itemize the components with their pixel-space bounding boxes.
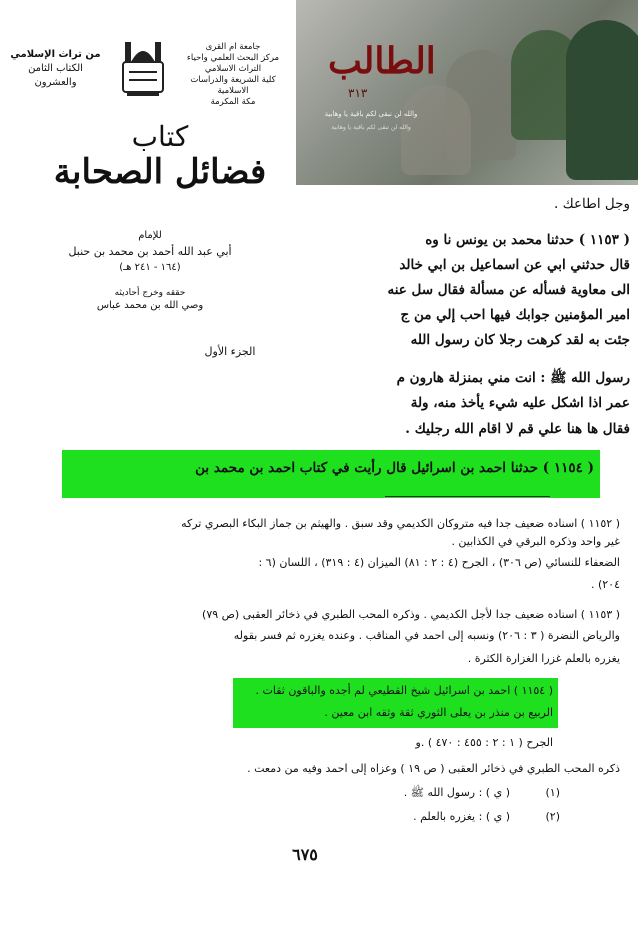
university-line4: مكة المكرمة <box>210 97 256 107</box>
university-block <box>175 42 291 108</box>
footnote-1153-a: ( ١١٥٣ ) اسناده ضعيف جدا لأجل الكديمي . وذكره المحب الطبري في ذخائر العقبى (ص ٧٩) <box>202 608 620 621</box>
footnote-separator <box>385 496 550 497</box>
book-cover <box>0 0 296 470</box>
text-line-6: رسول الله ﷺ : انت مني بمنزلة هارون م <box>396 370 630 386</box>
banner-logo-number: ٣١٣ <box>348 86 368 100</box>
banner-tagline2: والله لن تبقى لكم باقية يا وهابية <box>331 124 411 131</box>
footnote-1154-d: ذكره المحب الطبري في ذخائر العقبى ( ص ١٩ ) وعزاه إلى احمد وفيه من دمعت . <box>247 762 620 775</box>
text-line-7: عمر اذا اشكل عليه شيء يأخذ منه، ولة <box>410 395 630 411</box>
university-line2: مركز البحث العلمي واحياء التراث الاسلامي <box>186 53 280 74</box>
text-line-2: قال حدثني ابي عن اسماعيل بن ابي خالد <box>399 257 630 273</box>
footnote-1154-a: ( ١١٥٤ ) احمد بن اسرائيل شيخ القطيعي لم أجده والباقون ثقات . <box>255 684 553 697</box>
publisher-block <box>8 48 103 90</box>
imam-name: أبي عبد الله أحمد بن محمد بن حنبل <box>68 245 232 258</box>
banner-logo <box>308 18 436 108</box>
variant-1-number: (١) <box>545 786 560 799</box>
footnote-1153-c: يغزره بالعلم غزرا الغزارة الكثرة . <box>467 652 620 665</box>
volume-label: الجزء الأول <box>204 345 256 358</box>
banner-logo-text: الطالب <box>328 40 436 82</box>
footnote-1154-c: الجرح ( ١ : ٢ : ٤٥٥ : ٤٧٠ ) .و <box>415 736 553 749</box>
imam-dates: (١٦٤ - ٢٤١ هـ) <box>119 262 181 273</box>
banner-tagline: والله لن نبقى لكم باقية يا وهابية <box>324 110 418 118</box>
cover-title: فضائل الصحابة <box>53 152 267 192</box>
tahqiq-label: حققه وخرج أحاديثه <box>114 288 186 298</box>
text-line-0: وجل اطاعك . <box>553 196 630 212</box>
cover-kitab: كتاب <box>131 120 189 153</box>
text-line-1: ( ١١٥٣ ) حدثنا محمد بن يونس نا وه <box>425 232 630 248</box>
publisher-line2: الكتاب الثامن والعشرون <box>28 63 83 88</box>
imam-label: للإمام <box>138 230 162 241</box>
highlight-line-1154: ( ١١٥٤ ) حدثنا احمد بن اسرائيل قال رأيت في كتاب احمد بن محمد بن <box>195 460 594 476</box>
footnote-1153-b: والرياض النضرة ( ٣ : ٢٠٦) ونسبه إلى احمد في المناقب . وعنده يغزره ثم فسر بقوله <box>233 629 620 642</box>
publisher-line1: من تراث الإسلامي <box>10 49 101 60</box>
text-line-3: الى معاوية فسأله عن مسألة فقال سل عنه <box>387 282 630 298</box>
page-number: ٦٧٥ <box>292 845 318 864</box>
footnote-1152-b: غير واحد وذكره البرقي في الكذابين . <box>451 535 620 548</box>
text-line-4: امير المؤمنين جوابك فيها احب إلي من ج <box>400 307 630 323</box>
tahqiq-name: وصي الله بن محمد عباس <box>96 300 204 311</box>
text-line-8: فقال ها هنا علي قم لا اقام الله رجليك . <box>405 421 630 437</box>
banner-image <box>296 0 638 185</box>
footnote-1152-c: الضعفاء للنسائي (ص ٣٠٦) ، الجرح (٤ : ٢ : ٨١) الميزان (٤ : ٣١٩) ، اللسان (٦ : <box>258 556 620 569</box>
variant-2-text: ( ي ) : يغزره بالعلم . <box>413 810 510 823</box>
variant-1-text: ( ي ) : رسول الله ﷺ . <box>403 786 510 799</box>
university-line1: جامعة ام القرى <box>205 42 261 52</box>
text-line-5: جئت به لقد كرهت رجلا كان رسول الله <box>410 332 630 348</box>
university-line3: كلية الشريعة والدراسات الاسلامية <box>190 75 276 96</box>
university-seal-icon <box>117 36 169 100</box>
footnote-1154-b: الربيع بن منذر بن يعلى الثوري ثقة وثقه ابن معين . <box>324 706 553 719</box>
banner-figure <box>566 20 638 180</box>
footnote-1152-a: ( ١١٥٢ ) اسناده ضعيف جدا فيه متروكان الكديمي وقد سبق . والهيثم بن جماز البكاء البصري تركه <box>181 517 620 530</box>
variant-2-number: (٢) <box>545 810 560 823</box>
footnote-1152-d: ٢٠٤) . <box>590 578 620 591</box>
